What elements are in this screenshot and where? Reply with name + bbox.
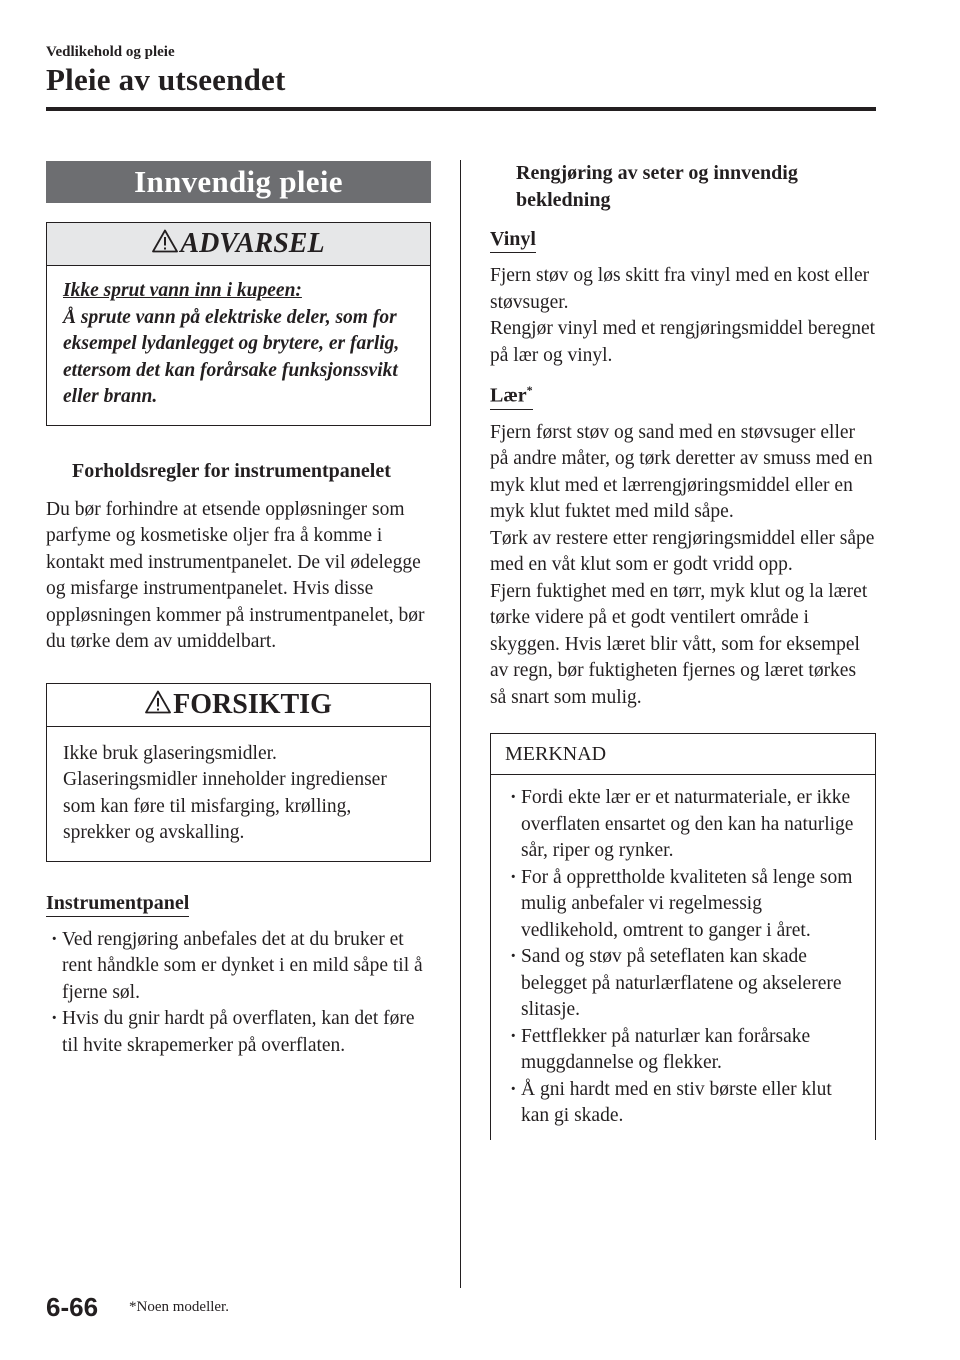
chapter-label: Vedlikehold og pleie xyxy=(46,44,175,60)
warning-triangle-icon xyxy=(145,690,171,714)
footnote: *Noen modeller. xyxy=(129,1299,229,1315)
warning-triangle-icon xyxy=(152,229,178,253)
warning-label: ADVARSEL xyxy=(180,228,325,259)
leather-label: Lær* xyxy=(490,383,533,410)
warning-text: Å sprute vann på elektriske deler, som for eksempel lydanlegget og brytere, er farlig, ettersom det kan forårsake funksjonssvikt eller brann. xyxy=(63,306,400,407)
note-box xyxy=(490,733,876,1140)
list-item: · Sand og støv på seteflaten kan skade belegget på naturlærflatene og akselerere slitasje. xyxy=(510,946,842,1021)
list-item: · For å opprettholde kvaliteten så lenge som mulig anbefaler vi regelmessig vedlikehold, omtrent to ganger i året. xyxy=(510,866,853,941)
section-banner: Innvendig pleie xyxy=(46,161,431,203)
list-item: · Å gni hardt med en stiv børste eller klut kan gi skade. xyxy=(510,1078,832,1127)
header-rule xyxy=(46,107,876,111)
warning-box xyxy=(46,222,431,426)
right-column xyxy=(490,160,876,1140)
footnote-marker: * xyxy=(526,383,533,397)
page-title: Pleie av utseendet xyxy=(46,62,286,97)
warning-header xyxy=(47,223,430,266)
instrument-panel-list xyxy=(46,927,431,1060)
leather-paragraph-3: Fjern fuktighet med en tørr, myk klut og la læret tørke videre på et godt ventilert område i skyggen. Hvis læret blir vått, som for eksempel av regn, bør fuktigheten fjernes og læret tørkes så snart som mulig. xyxy=(490,580,868,708)
column-divider xyxy=(460,160,461,1288)
instrument-panel-label: Instrumentpanel xyxy=(46,892,189,917)
note-header: MERKNAD xyxy=(490,733,876,775)
vinyl-label: Vinyl xyxy=(490,228,536,253)
warning-body xyxy=(47,266,430,425)
seats-heading: Rengjøring av seter og innvendig bekledning xyxy=(516,162,798,211)
page-number: 6-66 xyxy=(46,1292,99,1322)
dashboard-heading: Forholdsregler for instrumentpanelet xyxy=(72,459,391,482)
leather-paragraph-1: Fjern først støv og sand med en støvsuger eller på andre måter, og tørk deretter av smuss med en myk klut med et lærrengjøringsmiddel eller en myk klut fuktet med mild såpe. xyxy=(490,421,873,523)
caution-label: FORSIKTIG xyxy=(173,688,332,720)
list-item: · Fettflekker på naturlær kan forårsake muggdannelse og flekker. xyxy=(510,1025,811,1074)
caution-header xyxy=(47,684,430,727)
list-item: · Fordi ekte lær er et naturmateriale, er ikke overflaten ensartet og den kan ha naturlige sår, riper og rynker. xyxy=(510,787,854,862)
left-column xyxy=(46,161,431,1059)
leather-paragraph-2: Tørk av restere etter rengjøringsmiddel eller såpe med en våt klut som er godt vridd opp. xyxy=(490,527,875,576)
caution-box xyxy=(46,683,431,862)
vinyl-paragraph-1: Fjern støv og løs skitt fra vinyl med en kost eller støvsuger. xyxy=(490,265,870,313)
dashboard-text: Du bør forhindre at etsende oppløsninger som parfyme og kosmetiske oljer fra å komme i kontakt med instrumentpanelet. De vil ødelegge og misfarge instrumentpanelet. Hvis disse oppløsningen kommer på instrumentpanelet, bør du tørke dem av umiddelbart. xyxy=(46,498,425,652)
list-item: · Hvis du gnir hardt på overflaten, kan det føre til hvite skrapemerker på overflaten. xyxy=(51,1008,415,1056)
caution-text: Ikke bruk glaseringsmidler. Glaseringsmidler inneholder ingredienser som kan føre til misfarging, krølling, sprekker og avskalling. xyxy=(63,742,387,843)
warning-lead: Ikke sprut vann inn i kupeen: xyxy=(63,280,302,301)
note-body xyxy=(490,775,876,1140)
list-item: · Ved rengjøring anbefales det at du bruker et rent håndkle som er dynket i en mild såpe til å fjerne søl. xyxy=(51,928,423,1003)
vinyl-paragraph-2: Rengjør vinyl med et rengjøringsmiddel beregnet på lær og vinyl. xyxy=(490,318,876,366)
